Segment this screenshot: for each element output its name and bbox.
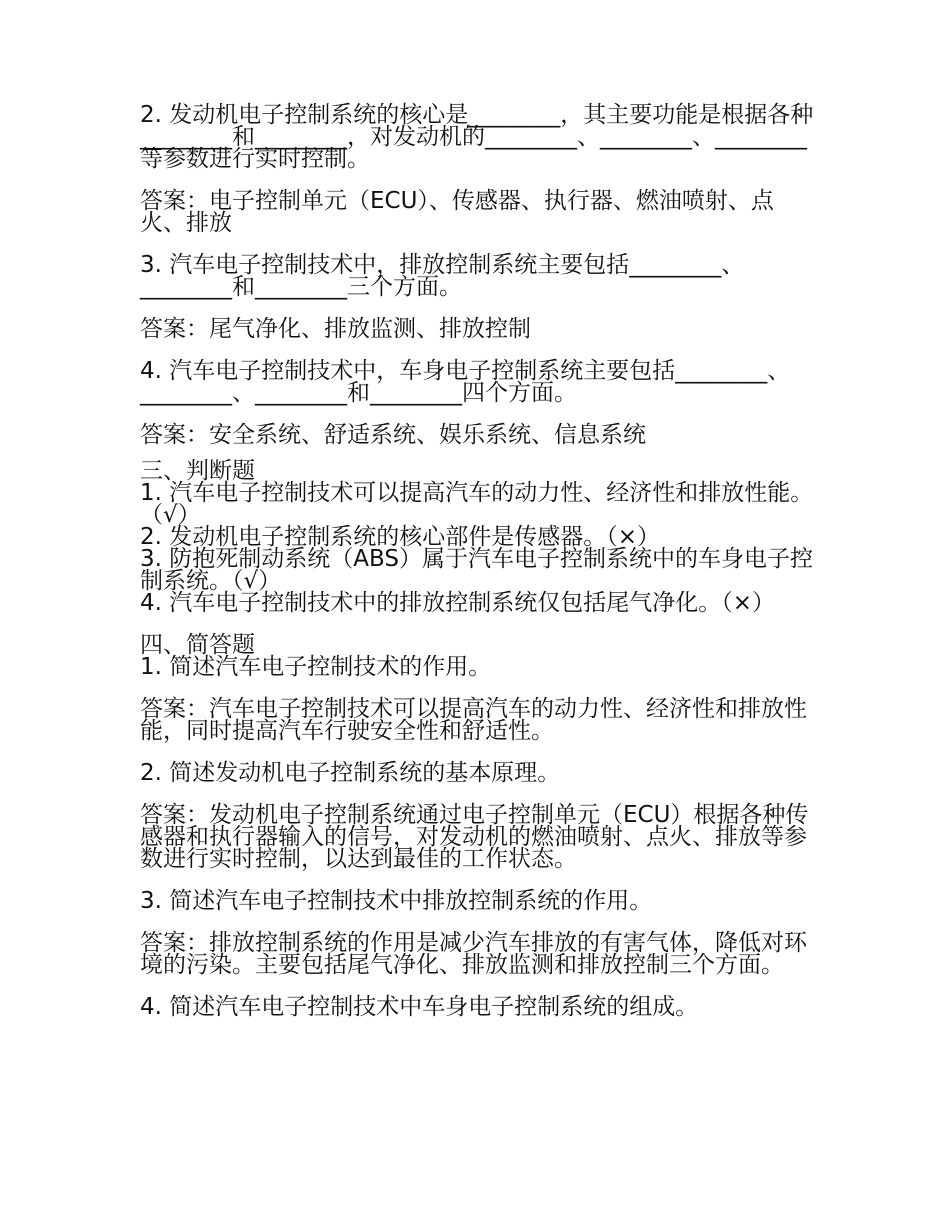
section-heading-judgement: 三、判断题 bbox=[140, 458, 255, 484]
judgement-item-4: 4. 汽车电子控制技术中的排放控制系统仅包括尾气净化。（×） bbox=[140, 590, 776, 616]
judgement-item-2: 2. 发动机电子控制系统的核心部件是传感器。（×） bbox=[140, 524, 661, 550]
section-heading-short-answer: 四、简答题 bbox=[140, 632, 255, 658]
fill-in-answer-4: 答案：安全系统、舒适系统、娱乐系统、信息系统 bbox=[140, 422, 646, 448]
short-answer-question-2: 2. 简述发动机电子控制系统的基本原理。 bbox=[140, 760, 561, 786]
fill-in-question-3: 3. 汽车电子控制技术中，排放控制系统主要包括________、________和________三个方面。 bbox=[140, 252, 745, 300]
document-page bbox=[140, 104, 815, 1018]
judgement-item-1: 1. 汽车电子控制技术可以提高汽车的动力性、经济性和排放性能。（√） bbox=[140, 480, 814, 528]
short-answer-answer-1: 答案：汽车电子控制技术可以提高汽车的动力性、经济性和排放性能，同时提高汽车行驶安全性和舒适性。 bbox=[140, 696, 807, 744]
short-answer-answer-2: 答案：发动机电子控制系统通过电子控制单元（ECU）根据各种传感器和执行器输入的信号，对发动机的燃油喷射、点火、排放等参数进行实时控制，以达到最佳的工作状态。 bbox=[140, 802, 809, 872]
fill-in-answer-3: 答案：尾气净化、排放监测、排放控制 bbox=[140, 316, 531, 342]
short-answer-answer-3: 答案：排放控制系统的作用是减少汽车排放的有害气体，降低对环境的污染。主要包括尾气净化、排放监测和排放控制三个方面。 bbox=[140, 930, 807, 978]
short-answer-question-3: 3. 简述汽车电子控制技术中排放控制系统的作用。 bbox=[140, 888, 653, 914]
fill-in-question-2: 2. 发动机电子控制系统的核心是________，其主要功能是根据各种________和________，对发动机的________、________、________等参数进行实时控制。 bbox=[140, 102, 814, 172]
judgement-item-3: 3. 防抱死制动系统（ABS）属于汽车电子控制系统中的车身电子控制系统。（√） bbox=[140, 546, 813, 594]
fill-in-answer-2: 答案：电子控制单元（ECU）、传感器、执行器、燃油喷射、点火、排放 bbox=[140, 188, 774, 236]
fill-in-question-4: 4. 汽车电子控制技术中，车身电子控制系统主要包括________、________、________和________四个方面。 bbox=[140, 358, 791, 406]
short-answer-question-4: 4. 简述汽车电子控制技术中车身电子控制系统的组成。 bbox=[140, 994, 699, 1020]
short-answer-question-1: 1. 简述汽车电子控制技术的作用。 bbox=[140, 654, 492, 680]
